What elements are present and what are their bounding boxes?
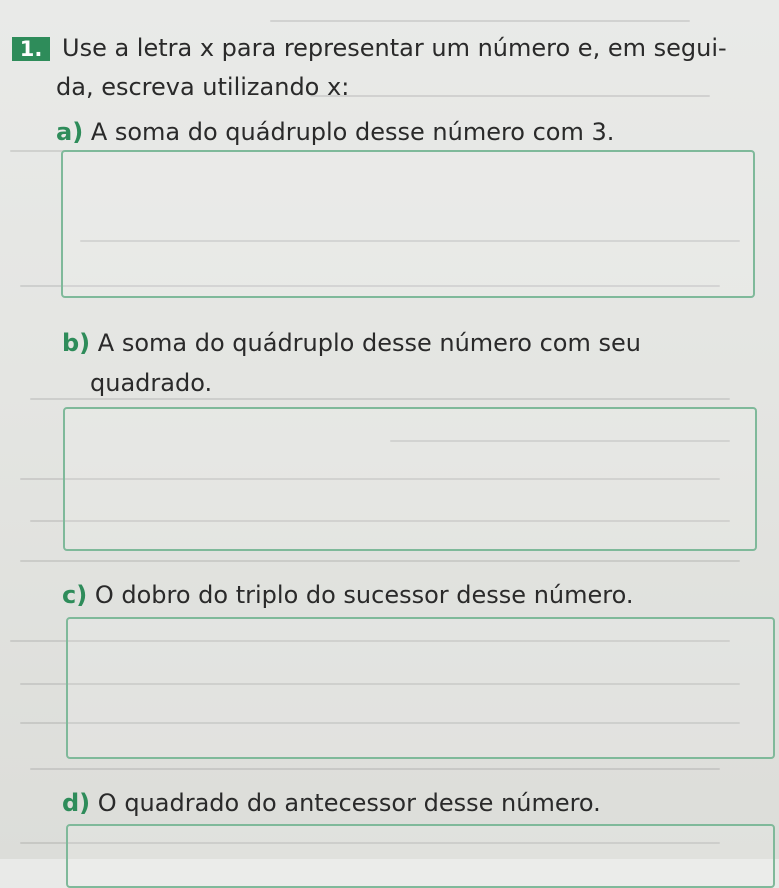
answer-box-d[interactable] bbox=[66, 824, 775, 888]
instruction-line-1: Use a letra x para representar um número e, em segui- bbox=[62, 34, 727, 62]
item-d-text: O quadrado do antecessor desse número. bbox=[97, 789, 601, 817]
item-d bbox=[62, 788, 601, 818]
item-a bbox=[56, 117, 614, 147]
item-c-text: O dobro do triplo do sucessor desse número. bbox=[94, 581, 634, 609]
item-b-text-line-1: A soma do quádruplo desse número com seu bbox=[97, 329, 641, 357]
exercise-number-badge: 1. bbox=[12, 37, 50, 61]
instruction-line-2: da, escreva utilizando x: bbox=[56, 73, 350, 101]
answer-box-c[interactable] bbox=[66, 617, 775, 759]
item-a-letter: a) bbox=[56, 118, 84, 146]
item-a-text: A soma do quádruplo desse número com 3. bbox=[90, 118, 615, 146]
item-c bbox=[62, 580, 633, 610]
answer-box-b[interactable] bbox=[63, 407, 757, 551]
answer-box-a[interactable] bbox=[61, 150, 755, 298]
item-b-text-line-2: quadrado. bbox=[90, 369, 213, 397]
item-d-letter: d) bbox=[62, 789, 91, 817]
item-c-letter: c) bbox=[62, 581, 88, 609]
item-b bbox=[62, 328, 641, 358]
item-b-letter: b) bbox=[62, 329, 91, 357]
